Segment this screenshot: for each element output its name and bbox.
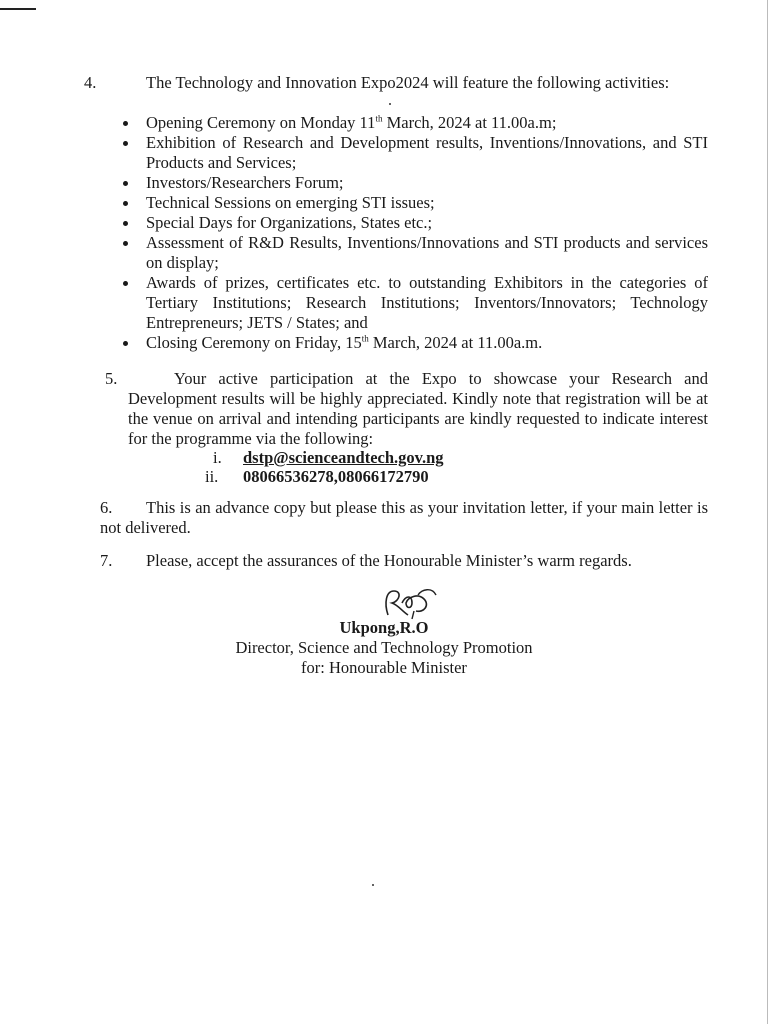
item-6-number: 6.	[100, 498, 113, 517]
signatory-name: Ukpong,R.O	[339, 618, 429, 637]
signature-scribble	[378, 585, 442, 621]
roman-numeral: ii.	[205, 467, 219, 486]
email-link[interactable]: dstp@scienceandtech.gov.ng	[243, 448, 444, 467]
activity-item: Exhibition of Research and Development results, Inventions/Innovations, and STI Products and Services;	[118, 133, 708, 173]
bullet-icon	[123, 281, 128, 286]
contact-email	[213, 448, 444, 468]
activity-item: Awards of prizes, certificates etc. to outstanding Exhibitors in the categories of Tertiary Institutions; Research Institutions; Inventors/Innovators; Technology Entrepreneurs; JETS / States; and	[118, 273, 708, 333]
roman-numeral: i.	[213, 448, 222, 467]
activity-item: Technical Sessions on emerging STI issues;	[118, 193, 708, 213]
bullet-icon	[123, 121, 128, 126]
activities-list	[118, 113, 708, 353]
scan-speck	[372, 884, 374, 886]
bullet-icon	[123, 341, 128, 346]
item-7-text: Please, accept the assurances of the Honourable Minister’s warm regards.	[146, 551, 632, 570]
bullet-icon	[123, 241, 128, 246]
bullet-icon	[123, 141, 128, 146]
activity-item: Opening Ceremony on Monday 11th March, 2024 at 11.00a.m;	[118, 113, 708, 133]
contact-phone	[205, 467, 429, 487]
item-5-text: Your active participation at the Expo to showcase your Research and Development results will be highly appreciated. Kindly note that registration will be at the venue on arrival and intending participants are kindly requested to indicate interest for the programme via the following:	[128, 369, 708, 448]
signatory-for: for: Honourable Minister	[301, 658, 467, 677]
activity-item: Investors/Researchers Forum;	[118, 173, 708, 193]
activity-item: Special Days for Organizations, States etc.;	[118, 213, 708, 233]
bullet-icon	[123, 201, 128, 206]
activity-item: Closing Ceremony on Friday, 15th March, 2024 at 11.00a.m.	[118, 333, 708, 353]
item-7-number: 7.	[100, 551, 113, 570]
item-5-number: 5.	[105, 369, 118, 388]
phone-numbers: 08066536278,08066172790	[243, 467, 429, 486]
scan-speck	[389, 103, 391, 105]
bullet-icon	[123, 221, 128, 226]
activity-item: Assessment of R&D Results, Inventions/Innovations and STI products and services on display;	[118, 233, 708, 273]
item-6-text: This is an advance copy but please this as your invitation letter, if your main letter is not delivered.	[100, 498, 708, 537]
bullet-icon	[123, 181, 128, 186]
item-4-lead: The Technology and Innovation Expo2024 will feature the following activities:	[146, 73, 670, 92]
scan-edge-mark	[0, 8, 36, 10]
signatory-title: Director, Science and Technology Promotion	[235, 638, 533, 657]
item-4-number: 4.	[84, 73, 97, 92]
